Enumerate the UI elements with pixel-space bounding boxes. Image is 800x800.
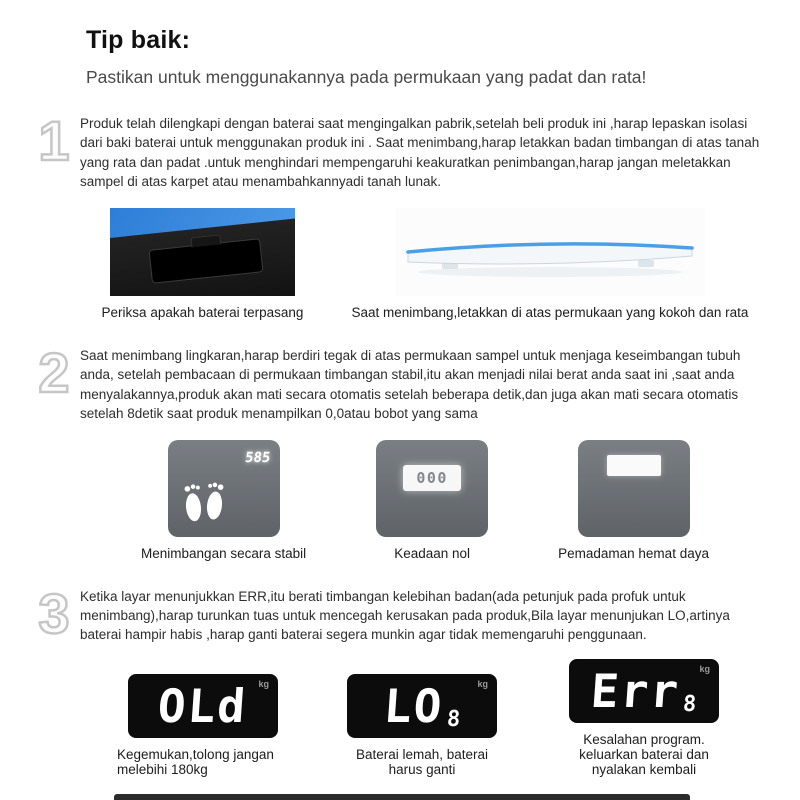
step-2-text: Saat menimbang lingkaran,harap berdiri tegak di atas permukaan sampel untuk menjaga keseimbangan tubuh anda, setelah pembacaan di permukaan timbangan stabil,itu akan menjadi nilai berat anda saat ini ,saat anda menyalakannya,produk akan mati secara otomatis setelah beberapa detik,dan juga akan mati secara otomatis setelah 8detik saat produk menampilkan 0,0atau bobot yang sama: [80, 347, 741, 422]
kg-unit-label: kg: [258, 678, 269, 689]
page-title: Tip baik:: [86, 26, 191, 54]
step-3-figures: [80, 659, 770, 777]
scale-weighing-image: [168, 440, 280, 537]
error-display-text: Err: [589, 663, 683, 718]
figure-zero-state: [376, 440, 488, 561]
step-1-figures: [80, 208, 770, 320]
figure-caption: Periksa apakah baterai terpasang: [101, 304, 304, 320]
low-battery-display-text: LO: [382, 678, 446, 733]
battery-compartment-image: [110, 208, 295, 296]
step-2-content: [80, 346, 770, 561]
feet-icon: [176, 477, 232, 532]
scale-side-view-image: [395, 208, 705, 296]
figure-flat-surface: [351, 208, 748, 320]
figure-caption: Menimbangan secara stabil: [141, 545, 307, 561]
step-2: [36, 340, 770, 561]
step-1: [36, 109, 770, 320]
figure-power-saving: [558, 440, 709, 561]
step-1-number: 1: [38, 109, 70, 172]
error-display-image: [569, 659, 719, 723]
figure-overload: [117, 674, 289, 777]
step-2-figures: [80, 440, 770, 561]
zero-display: 000: [403, 465, 461, 491]
figure-caption: Keadaan nol: [394, 545, 471, 561]
step-2-number: 2: [38, 340, 70, 404]
scale-side-view-icon: [400, 212, 700, 292]
weight-readout: 585: [244, 449, 272, 466]
figure-error: [555, 659, 733, 777]
overload-display-image: [128, 674, 278, 738]
figure-low-battery: [347, 674, 497, 777]
figure-caption: Kesalahan program. keluarkan baterai dan nyalakan kembali: [579, 731, 709, 777]
kg-unit-label: kg: [699, 663, 710, 674]
figure-caption: Pemadaman hemat daya: [558, 545, 709, 561]
blank-display: [607, 455, 661, 476]
step-3: [36, 581, 770, 777]
figure-stable-weighing: [141, 440, 306, 561]
kg-unit-label: kg: [477, 678, 488, 689]
page-subtitle: Pastikan untuk menggunakannya pada permukaan yang padat dan rata!: [86, 67, 647, 87]
step-3-number: 3: [38, 581, 70, 645]
figure-caption: Baterai lemah, baterai harus ganti: [355, 746, 489, 777]
overload-display-text: OLd: [156, 678, 250, 733]
scale-off-image: [578, 440, 690, 537]
step-1-content: [80, 114, 770, 320]
low-battery-display-image: [347, 674, 497, 738]
figure-battery-check: [102, 208, 304, 320]
partial-next-figure: [114, 794, 690, 800]
scale-zero-image: [376, 440, 488, 537]
figure-caption: Saat menimbang,letakkan di atas permukaan yang kokoh dan rata: [351, 304, 749, 320]
low-battery-display-sub: 8: [445, 706, 461, 732]
header: [0, 0, 800, 88]
step-1-text: Produk telah dilengkapi dengan baterai saat mengingalkan pabrik,setelah beli produk ini ,harap lepaskan isolasi dari baki baterai untuk menggunakan produk ini . Saat menimbang,harap letakkan badan timbangan di atas tanah yang rata dan padat .untuk menghindari mempengaruhi keakuratkan penimbangan,harap jangan meletakkan sampel di atas karpet atau menambahkannyadi tanah lunak.: [80, 116, 760, 190]
figure-caption: Kegemukan,tolong jangan melebihi 180kg: [117, 746, 274, 777]
step-3-content: [80, 587, 770, 777]
error-display-sub: 8: [682, 691, 698, 717]
step-3-text: Ketika layar menunjukkan ERR,itu berati timbangan kelebihan badan(ada petunjuk pada profuk untuk menimbang),harap turunkan tuas untuk mencegah kerusakan pada produk,Bila layar menunjukan LO,artinya baterai hampir habis ,harap ganti baterai segera munkin agar tidak memengaruhi penggunaan.: [80, 588, 730, 643]
